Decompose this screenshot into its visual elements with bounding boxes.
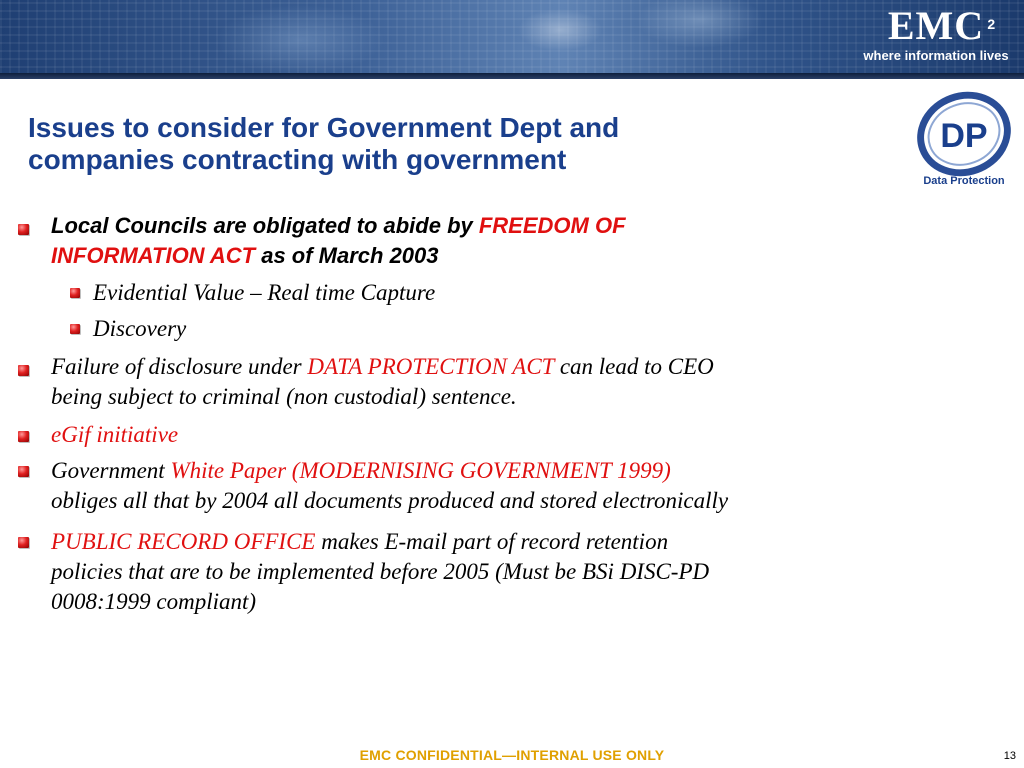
bullet-pro-line-2: policies that are to be implemented before 2005 (Must be BSi DISC-PD bbox=[51, 559, 710, 584]
bullet-pro-text-a: makes E-mail part of record retention bbox=[315, 529, 669, 554]
bullet-white-paper bbox=[51, 456, 1001, 516]
sub-bullet-evidential-value: Evidential Value – Real time Capture bbox=[93, 280, 436, 305]
bullet-marker bbox=[18, 466, 29, 477]
bullet-foi-red-a: FREEDOM OF bbox=[478, 213, 626, 238]
sub-bullet-marker bbox=[70, 288, 80, 298]
bullet-marker bbox=[18, 365, 29, 376]
bullet-pro-line-3: 0008:1999 compliant) bbox=[51, 589, 257, 614]
sub-bullet-discovery: Discovery bbox=[93, 316, 187, 341]
bullet-foi-red-b: INFORMATION ACT bbox=[51, 243, 256, 268]
bullet-egif: eGif initiative bbox=[51, 422, 179, 447]
bullet-dpa-text-b: can lead to CEO bbox=[554, 354, 714, 379]
bullet-data-protection bbox=[51, 352, 991, 412]
emc-tagline: where information lives bbox=[863, 48, 1009, 63]
bullet-dpa-line-2: being subject to criminal (non custodial) sentence. bbox=[51, 384, 517, 409]
bullet-wp-line-2: obliges all that by 2004 all documents produced and stored electronically bbox=[51, 488, 729, 513]
emc-brand-text: EMC bbox=[887, 3, 985, 48]
bullet-wp-text-a: Government bbox=[51, 458, 171, 483]
bullet-dpa-text-a: Failure of disclosure under bbox=[51, 354, 308, 379]
bullet-pro-red: PUBLIC RECORD OFFICE bbox=[51, 529, 316, 554]
dp-logo-caption: Data Protection bbox=[923, 175, 1005, 187]
slide-title-line-1: Issues to consider for Government Dept and bbox=[28, 112, 620, 143]
bullet-foi-text-b: as of March 2003 bbox=[255, 243, 439, 268]
sub-bullet-marker bbox=[70, 324, 80, 334]
bullet-marker bbox=[18, 537, 29, 548]
bullet-foi bbox=[51, 211, 831, 271]
bullet-dpa-red: DATA PROTECTION ACT bbox=[307, 354, 555, 379]
bullet-marker bbox=[18, 224, 29, 235]
dp-logo-letters: DP bbox=[940, 117, 988, 155]
emc-brand-superscript: 2 bbox=[987, 16, 997, 32]
page-number: 13 bbox=[1003, 750, 1016, 762]
bullet-wp-red: White Paper (MODERNISING GOVERNMENT 1999) bbox=[170, 458, 671, 483]
footer-confidential: EMC CONFIDENTIAL—INTERNAL USE ONLY bbox=[359, 747, 665, 763]
slide-title-line-2: companies contracting with government bbox=[28, 144, 567, 175]
bullet-public-record-office bbox=[51, 527, 991, 617]
bullet-marker bbox=[18, 431, 29, 442]
bullet-foi-text-a: Local Councils are obligated to abide by bbox=[51, 213, 479, 238]
